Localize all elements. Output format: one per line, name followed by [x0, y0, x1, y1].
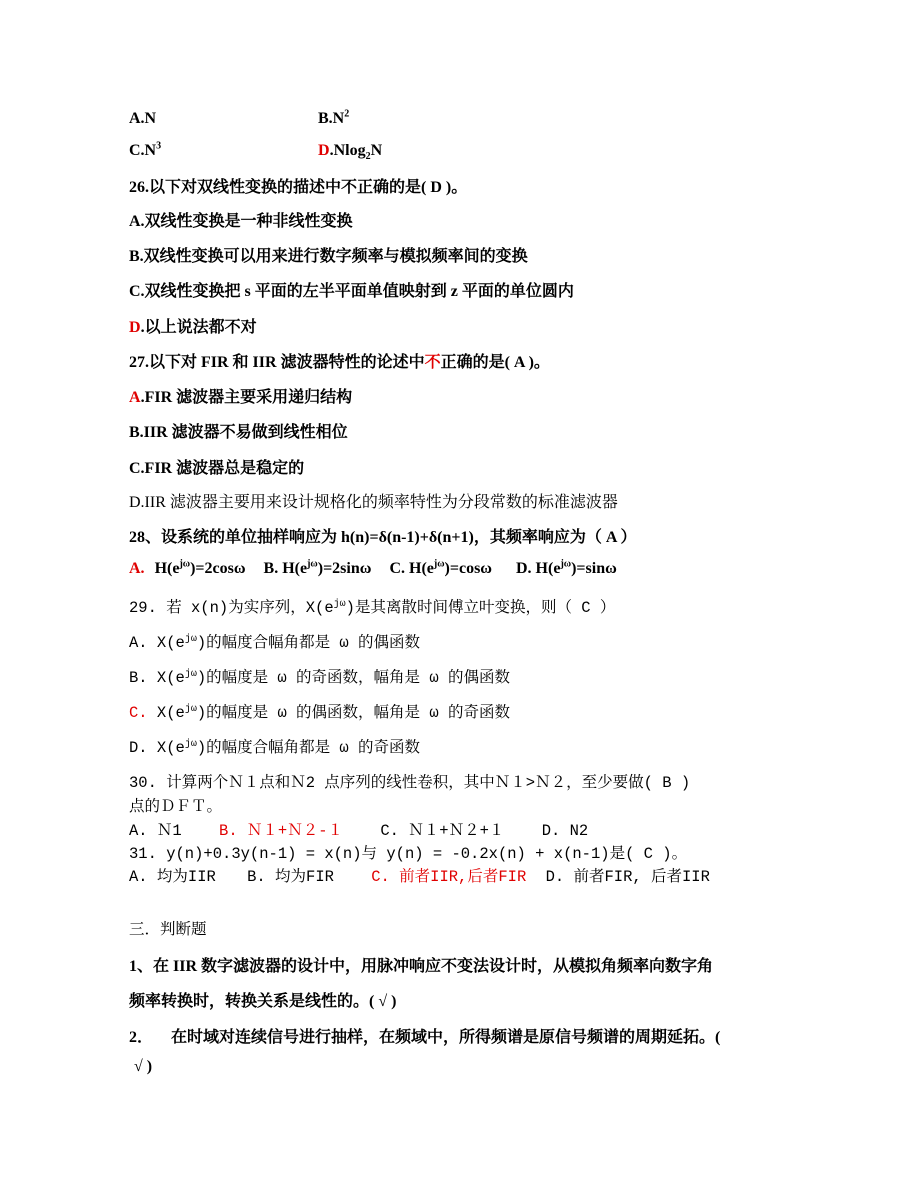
q28-options	[129, 560, 617, 578]
q28-option-b: B. $H(e^{j\omega})=2\sin\omega$	[263, 558, 372, 577]
q30-stem: 30. 计算两个Ｎ１点和Ｎ2 点序列的线性卷积，其中Ｎ１>Ｎ２，至少要做( B )	[129, 774, 691, 792]
judge-1-line1: 1、在 IIR 数字滤波器的设计中，用脉冲响应不变法设计时，从模拟角频率向数字角	[129, 958, 714, 975]
q29-option-c: C. $X(e^{j\omega})$的幅度是 ω 的偶函数，幅角是 ω 的奇函数	[129, 703, 510, 722]
q31-stem: 31. y(n)+0.3y(n-1) = x(n)与 y(n) = -0.2x(n) + x(n-1)是( C )。	[129, 845, 688, 863]
q28-option-a-letter: A.	[129, 560, 145, 577]
q30-options	[129, 818, 588, 840]
q31-option-b: B. 均为FIR	[247, 868, 334, 886]
q25-option-c: $C.N^3$	[129, 140, 162, 159]
q31-option-c: C. 前者IIR,后者FIR	[371, 868, 527, 886]
q31-option-a: A. 均为IIR	[129, 868, 216, 886]
q28-option-d: D. $H(e^{j\omega})=\sin\omega$	[516, 558, 617, 577]
judge-2-line1: 2． 在时域对连续信号进行抽样，在频域中，所得频谱是原信号频谱的周期延拓。(	[129, 1029, 721, 1046]
q29-option-a: A. $X(e^{j\omega})$的幅度合幅角都是 ω 的偶函数	[129, 633, 421, 652]
q27-option-a: A.FIR 滤波器主要采用递归结构	[129, 389, 353, 406]
q26-option-b: B.双线性变换可以用来进行数字频率与模拟频率间的变换	[129, 248, 528, 265]
q25-option-d: D.Nlog$_2$N	[318, 142, 383, 163]
q27-option-d: D.IIR 滤波器主要用来设计规格化的频率特性为分段常数的标准滤波器	[129, 494, 618, 511]
q26-option-a: A.双线性变换是一种非线性变换	[129, 213, 353, 230]
q25-option-b: $B.N^2$	[318, 108, 350, 127]
q30-stem-cont: 点的ＤＦＴ。	[129, 798, 223, 816]
q29-option-b: B. $X(e^{j\omega})$的幅度是 ω 的奇函数，幅角是 ω 的偶函数	[129, 668, 510, 687]
section-title: 三．判断题	[129, 921, 207, 939]
q25-option-a: A.N	[129, 110, 157, 127]
judge-1-line2: 频率转换时，转换关系是线性的。( √ )	[129, 993, 397, 1010]
q27-stem: 27.以下对 FIR 和 IIR 滤波器特性的论述中不正确的是( A )。	[129, 354, 550, 371]
q30-option-d: D. N2	[541, 822, 589, 840]
q29-option-d: D. $X(e^{j\omega})$的幅度合幅角都是 ω 的奇函数	[129, 738, 421, 757]
q28-option-c: C. $H(e^{j\omega})=\cos\omega$	[389, 558, 492, 577]
q26-stem: 26.以下对双线性变换的描述中不正确的是( D )。	[129, 179, 468, 196]
q30-option-b: B. Ｎ１+Ｎ２-１	[219, 822, 344, 840]
q28-option-a: $H(e^{j\omega})=2\cos\omega$	[154, 558, 246, 577]
q27-option-c: C.FIR 滤波器总是稳定的	[129, 460, 305, 477]
q29-stem: 29. 若 x(n)为实序列，$X(e^{j\omega})$是其离散时间傅立叶变换，则（ C ）	[129, 598, 616, 617]
q30-option-a: A. Ｎ1	[129, 822, 182, 840]
q26-option-c: C.双线性变换把 s 平面的左半平面单值映射到 z 平面的单位圆内	[129, 283, 574, 300]
q31-option-d: D. 前者FIR, 后者IIR	[545, 868, 710, 886]
q25-options-row1	[129, 108, 350, 128]
q30-option-c: C. Ｎ１+Ｎ２+１	[380, 822, 505, 840]
q31-options	[129, 864, 710, 886]
q26-option-d: D.以上说法都不对	[129, 319, 257, 336]
judge-2-line2: √ )	[134, 1058, 153, 1075]
q25-options-row2	[129, 140, 383, 163]
q28-stem: 28、设系统的单位抽样响应为 h(n)=δ(n-1)+δ(n+1)，其频率响应为（ A ）	[129, 529, 637, 546]
q27-option-b: B.IIR 滤波器不易做到线性相位	[129, 424, 348, 441]
